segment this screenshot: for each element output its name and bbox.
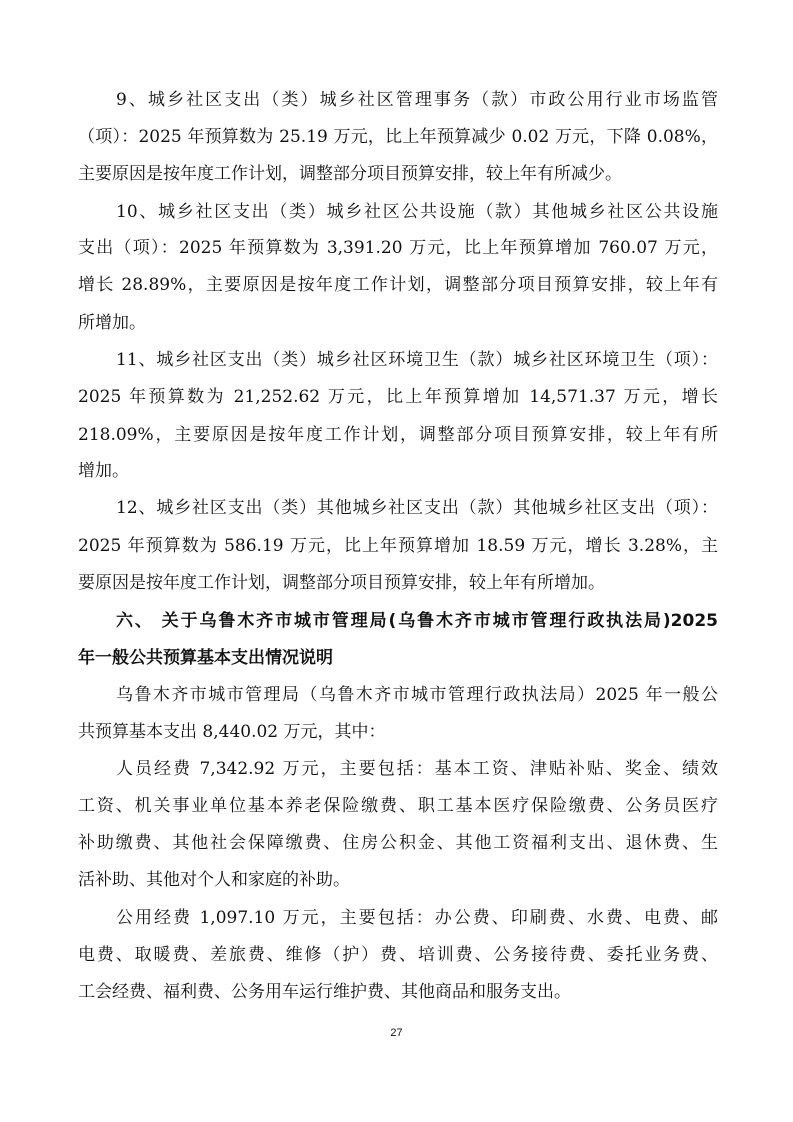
page-number: 27: [390, 1027, 403, 1039]
paragraph-line: 乌鲁木齐市城市管理局（乌鲁木齐市城市管理行政执法局）2025 年一般公: [116, 685, 718, 705]
paragraph-line: 活补助、其他对个人和家庭的补助。: [78, 870, 350, 890]
paragraph-line: 主要原因是按年度工作计划，调整部分项目预算安排，较上年有所减少。: [78, 164, 622, 184]
paragraph-line: 所增加。: [78, 313, 146, 333]
section-heading: 年一般公共预算基本支出情况说明: [78, 648, 333, 668]
paragraph-line: 支出（项）：2025 年预算数为 3,391.20 万元，比上年预算增加 760.07 万元，: [78, 238, 718, 258]
paragraph-line: 公用经费 1,097.10 万元，主要包括：办公费、印刷费、水费、电费、邮: [116, 908, 718, 928]
paragraph-line: 2025 年预算数为 21,252.62 万元，比上年预算增加 14,571.37 万元，增长: [78, 387, 718, 407]
paragraph-line: 要原因是按年度工作计划，调整部分项目预算安排，较上年有所增加。: [78, 573, 605, 593]
paragraph-line: 9、城乡社区支出（类）城乡社区管理事务（款）市政公用行业市场监管: [116, 90, 718, 110]
paragraph-line: 10、城乡社区支出（类）城乡社区公共设施（款）其他城乡社区公共设施: [116, 202, 718, 222]
paragraph-line: 12、城乡社区支出（类）其他城乡社区支出（款）其他城乡社区支出（项）：: [116, 498, 718, 518]
paragraph-line: 218.09%，主要原因是按年度工作计划，调整部分项目预算安排，较上年有所: [78, 425, 718, 445]
paragraph-line: 共预算基本支出 8,440.02 万元，其中：: [78, 722, 386, 742]
paragraph-line: 工资、机关事业单位基本养老保险缴费、职工基本医疗保险缴费、公务员医疗: [78, 796, 718, 816]
paragraph-line: 电费、取暖费、差旅费、维修（护）费、培训费、公务接待费、委托业务费、: [78, 945, 718, 965]
paragraph-line: 增加。: [78, 461, 129, 481]
paragraph-line: 补助缴费、其他社会保障缴费、住房公积金、其他工资福利支出、退休费、生: [78, 833, 718, 853]
paragraph-line: 增长 28.89%，主要原因是按年度工作计划，调整部分项目预算安排，较上年有: [78, 275, 718, 295]
paragraph-line: 人员经费 7,342.92 万元，主要包括：基本工资、津贴补贴、奖金、绩效: [116, 759, 718, 779]
paragraph-line: 2025 年预算数为 586.19 万元，比上年预算增加 18.59 万元，增长 3.28%，主: [78, 536, 718, 556]
paragraph-line: 11、城乡社区支出（类）城乡社区环境卫生（款）城乡社区环境卫生（项）：: [116, 350, 718, 370]
paragraph-line: （项）：2025 年预算数为 25.19 万元，比上年预算减少 0.02 万元，下降 0.08%，: [78, 127, 718, 147]
section-heading: 六、 关于乌鲁木齐市城市管理局(乌鲁木齐市城市管理行政执法局)2025: [116, 611, 718, 631]
paragraph-line: 工会经费、福利费、公务用车运行维护费、其他商品和服务支出。: [78, 982, 571, 1002]
